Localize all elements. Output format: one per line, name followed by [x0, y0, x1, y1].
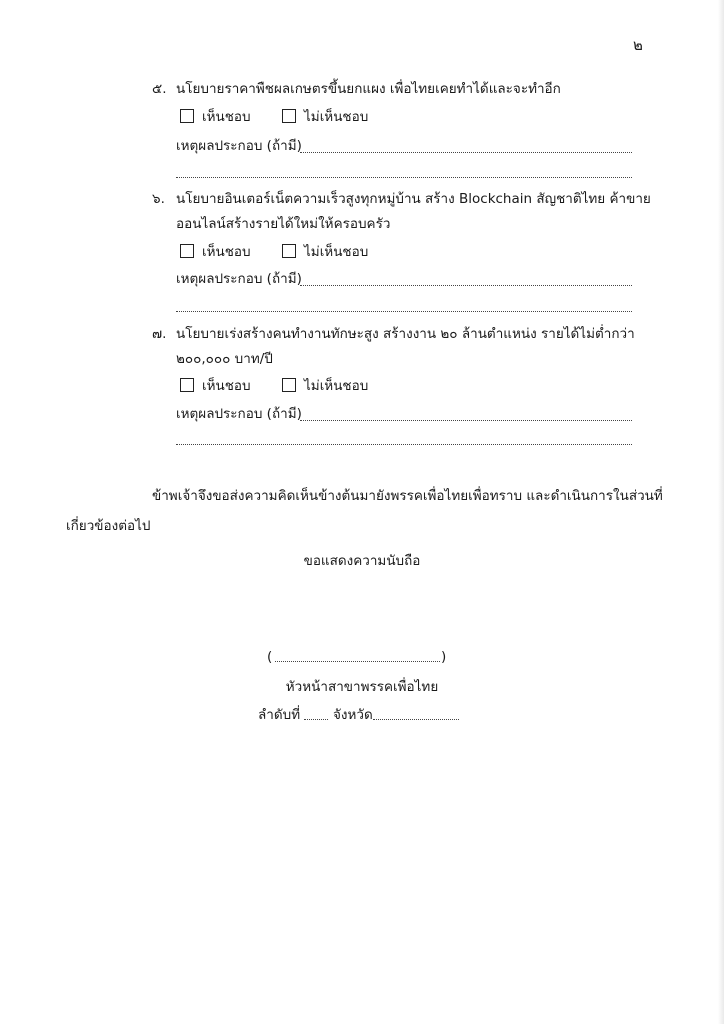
scan-edge-shadow: [718, 0, 724, 1024]
page-number: ๒: [633, 36, 643, 54]
item-6-number: ๖.: [152, 191, 165, 207]
closing-paragraph-line2: เกี่ยวข้องต่อไป: [66, 518, 151, 534]
item-7-reason-line-2[interactable]: [176, 444, 632, 445]
item-5-text: นโยบายราคาพืชผลเกษตรขึ้นยกแผง เพื่อไทยเคยทำได้และจะทำอีก: [176, 81, 561, 97]
signature-paren-open: (: [267, 649, 273, 665]
item-6-disagree-checkbox[interactable]: [282, 244, 296, 258]
item-6-reason-label: เหตุผลประกอบ (ถ้ามี): [176, 271, 302, 287]
item-7-disagree-checkbox[interactable]: [282, 378, 296, 392]
item-5-disagree-checkbox[interactable]: [282, 109, 296, 123]
item-6-disagree-option[interactable]: [282, 243, 368, 261]
province-label: จังหวัด: [333, 707, 373, 723]
signature-title: หัวหน้าสาขาพรรคเพื่อไทย: [285, 679, 439, 695]
item-6-text-line2: ออนไลน์สร้างรายได้ใหม่ให้ครอบครัว: [176, 216, 391, 232]
item-7-reason-line-1[interactable]: [300, 420, 632, 421]
item-6-agree-label: เห็นชอบ: [202, 244, 251, 260]
item-7-text-line2: ๒๐๐,๐๐๐ บาท/ปี: [176, 351, 273, 367]
item-7-agree-checkbox[interactable]: [180, 378, 194, 392]
item-6-agree-option[interactable]: [180, 243, 251, 261]
item-7-text-line1: นโยบายเร่งสร้างคนทำงานทักษะสูง สร้างงาน ๒๐ ล้านตำแหน่ง รายได้ไม่ต่ำกว่า: [176, 326, 635, 342]
item-5-agree-label: เห็นชอบ: [202, 109, 251, 125]
item-7-reason-label: เหตุผลประกอบ (ถ้ามี): [176, 406, 302, 422]
province-line[interactable]: [373, 719, 459, 720]
order-label: ลำดับที่: [258, 707, 301, 723]
regards-text: ขอแสดงความนับถือ: [303, 553, 421, 569]
item-7-agree-label: เห็นชอบ: [202, 378, 251, 394]
order-number-line[interactable]: [304, 719, 328, 720]
item-6-reason-line-1[interactable]: [300, 285, 632, 286]
item-7-disagree-option[interactable]: [282, 377, 368, 395]
item-5-reason-line-1[interactable]: [300, 152, 632, 153]
item-7-agree-option[interactable]: [180, 377, 251, 395]
signature-paren-close: ): [441, 649, 447, 665]
item-6-agree-checkbox[interactable]: [180, 244, 194, 258]
closing-paragraph-line1: ข้าพเจ้าจึงขอส่งความคิดเห็นข้างต้นมายังพรรคเพื่อไทยเพื่อทราบ และดำเนินการในส่วนที่: [152, 488, 663, 504]
item-6-text-line1: นโยบายอินเตอร์เน็ตความเร็วสูงทุกหมู่บ้าน สร้าง Blockchain สัญชาติไทย ค้าขาย: [176, 191, 651, 207]
item-6-reason-line-2[interactable]: [176, 311, 632, 312]
item-5-agree-checkbox[interactable]: [180, 109, 194, 123]
signature-name-line[interactable]: [275, 661, 440, 662]
item-5-disagree-label: ไม่เห็นชอบ: [304, 109, 369, 125]
item-5-reason-label: เหตุผลประกอบ (ถ้ามี): [176, 138, 302, 154]
item-5-agree-option[interactable]: [180, 108, 251, 126]
item-7-number: ๗.: [152, 326, 167, 342]
item-5-reason-line-2[interactable]: [176, 177, 632, 178]
item-7-disagree-label: ไม่เห็นชอบ: [304, 378, 369, 394]
item-6-disagree-label: ไม่เห็นชอบ: [304, 244, 369, 260]
item-5-disagree-option[interactable]: [282, 108, 368, 126]
item-5-number: ๕.: [152, 81, 167, 97]
